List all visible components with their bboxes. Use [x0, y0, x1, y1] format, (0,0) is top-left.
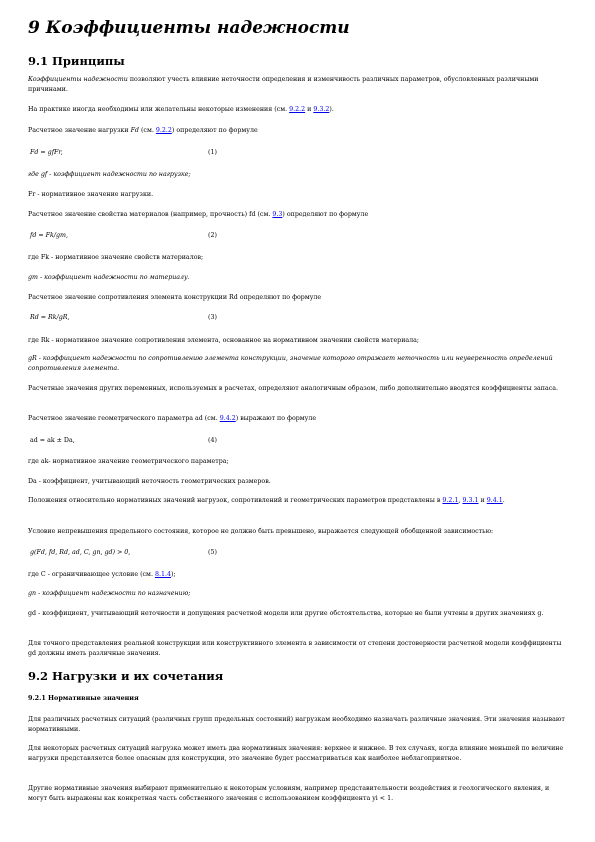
paragraph-normative-refs: Положения относительно нормативных значений нагрузок, сопротивлений и геометрических параметров представлены в 9.2.1, 9.3.1 и 9.4.1. — [28, 497, 505, 504]
definition-fk: где Fk - нормативное значение свойств материалов; — [28, 254, 204, 261]
paragraph-model-accuracy: Для точного представления реальной конструкции или конструктивного элемента в зависимости от степени достоверности расчетной модели коэффициенты gd должны иметь различные значения. — [28, 640, 562, 657]
paragraph-material-design: Расчетное значение свойства материалов (например, прочность) fd (см. 9.3) определяют по формуле — [28, 211, 369, 218]
formula-4: ad = ak ± Da, (4) — [30, 437, 217, 444]
link-9-3[interactable]: 9.3 — [272, 211, 283, 218]
paragraph-resistance-design: Расчетное значение сопротивления элемента конструкции Rd определяют по формуле — [28, 294, 322, 301]
definition-fr: Fr - нормативное значение нагрузки. — [28, 191, 154, 198]
link-9-3-2[interactable]: 9.3.2 — [313, 106, 330, 113]
link-9-2-1[interactable]: 9.2.1 — [442, 497, 459, 504]
formula-number: (1) — [208, 149, 217, 156]
link-9-4-1[interactable]: 9.4.1 — [486, 497, 503, 504]
link-9-2-2[interactable]: 9.2.2 — [289, 106, 306, 113]
subsection-heading-normative-values: 9.2.1 Нормативные значения — [28, 694, 139, 702]
definition-gd: gd - коэффициент, учитывающий неточности и допущения расчетной модели или другие обстоятельства, которые не были учтены в других значениях g. — [28, 610, 544, 617]
formula-number: (2) — [208, 232, 217, 239]
formula-number: (5) — [208, 549, 217, 556]
link-9-3-1[interactable]: 9.3.1 — [462, 497, 479, 504]
link-9-4-2[interactable]: 9.4.2 — [219, 415, 236, 422]
definition-ak: где ak- нормативное значение геометрического параметра; — [28, 458, 229, 465]
paragraph-changes: На практике иногда необходимы или желательны некоторые изменения (см. 9.2.2 и 9.3.2). — [28, 106, 334, 113]
formula-5: g(Fd, fd, Rd, ad, C, gn, gd) > 0, (5) — [30, 549, 217, 556]
paragraph-two-values: Для некоторых расчетных ситуаций нагрузка может иметь два нормативных значения: верхнее и нижнее. В тех случаях, когда влияние меньшей по величине нагрузки представляется более опасным для конструкции, это значение будет рассматриваться как наиболее неблагоприятное. — [28, 745, 564, 762]
definition-gn: gn - коэффициент надежности по назначению; — [28, 590, 191, 597]
definition-da: Da - коэффициент, учитывающий неточность геометрических размеров. — [28, 478, 271, 485]
definition-rk: где Rk - нормативное значение сопротивления элемента, основанное на нормативном значении свойств материала; — [28, 337, 420, 344]
definition-gr: gR - коэффициент надежности по сопротивлению элемента конструкции, значение которого отражает неточность или неуверенность определений сопротивления элемента. — [28, 355, 553, 372]
formula-3: Rd = Rk/gR, (3) — [30, 314, 217, 321]
paragraph-other-normative: Другие нормативные значения выбирают применительно к некоторым условиям, например представительности воздействия и геологического явления, и могут быть выражены как конкретная часть собственного значения с использованием коэффициента yi < 1. — [28, 785, 550, 802]
link-8-1-4[interactable]: 8.1.4 — [154, 571, 171, 578]
formula-number: (4) — [208, 437, 217, 444]
paragraph-limit-state: Условие непревышения предельного состояния, которое не должно быть превышено, выражается следующей обобщенной зависимостью: — [28, 528, 494, 535]
paragraph-intro: Коэффициенты надежности позволяют учесть влияние неточности определения и изменчивость различных параметров, обусловленных различными причинами. — [28, 76, 539, 93]
definition-gm: gm - коэффициент надежности по материалу. — [28, 274, 190, 281]
definition-c: где C - ограничивающее условие (см. 8.1.4); — [28, 571, 176, 578]
formula-number: (3) — [208, 314, 217, 321]
formula-2: fd = Fk/gm, (2) — [30, 232, 217, 239]
chapter-title: 9 Коэффициенты надежности — [28, 18, 350, 38]
section-heading-loads: 9.2 Нагрузки и их сочетания — [28, 669, 224, 683]
definition-gf: где gf - коэффициент надежности по нагрузке; — [28, 171, 191, 178]
paragraph-load-values: Для различных расчетных ситуаций (различных групп предельных состояний) нагрузкам необходимо назначать различные значения. Эти значения называют нормативными. — [28, 716, 565, 733]
link-9-2-2-b[interactable]: 9.2.2 — [155, 127, 172, 134]
term-reliability-coefficients: Коэффициенты надежности — [28, 76, 128, 83]
paragraph-other-variables: Расчетные значения других переменных, используемых в расчетах, определяют аналогичным образом, либо дополнительно вводятся коэффициенты запаса. — [28, 385, 559, 392]
paragraph-load-design: Расчетное значение нагрузки Fd (см. 9.2.2) определяют по формуле — [28, 127, 258, 134]
section-heading-principles: 9.1 Принципы — [28, 54, 125, 68]
formula-1: Fd = gfFr, (1) — [30, 149, 217, 156]
paragraph-geometry-design: Расчетное значение геометрического параметра ad (см. 9.4.2) выражают по формуле — [28, 415, 317, 422]
